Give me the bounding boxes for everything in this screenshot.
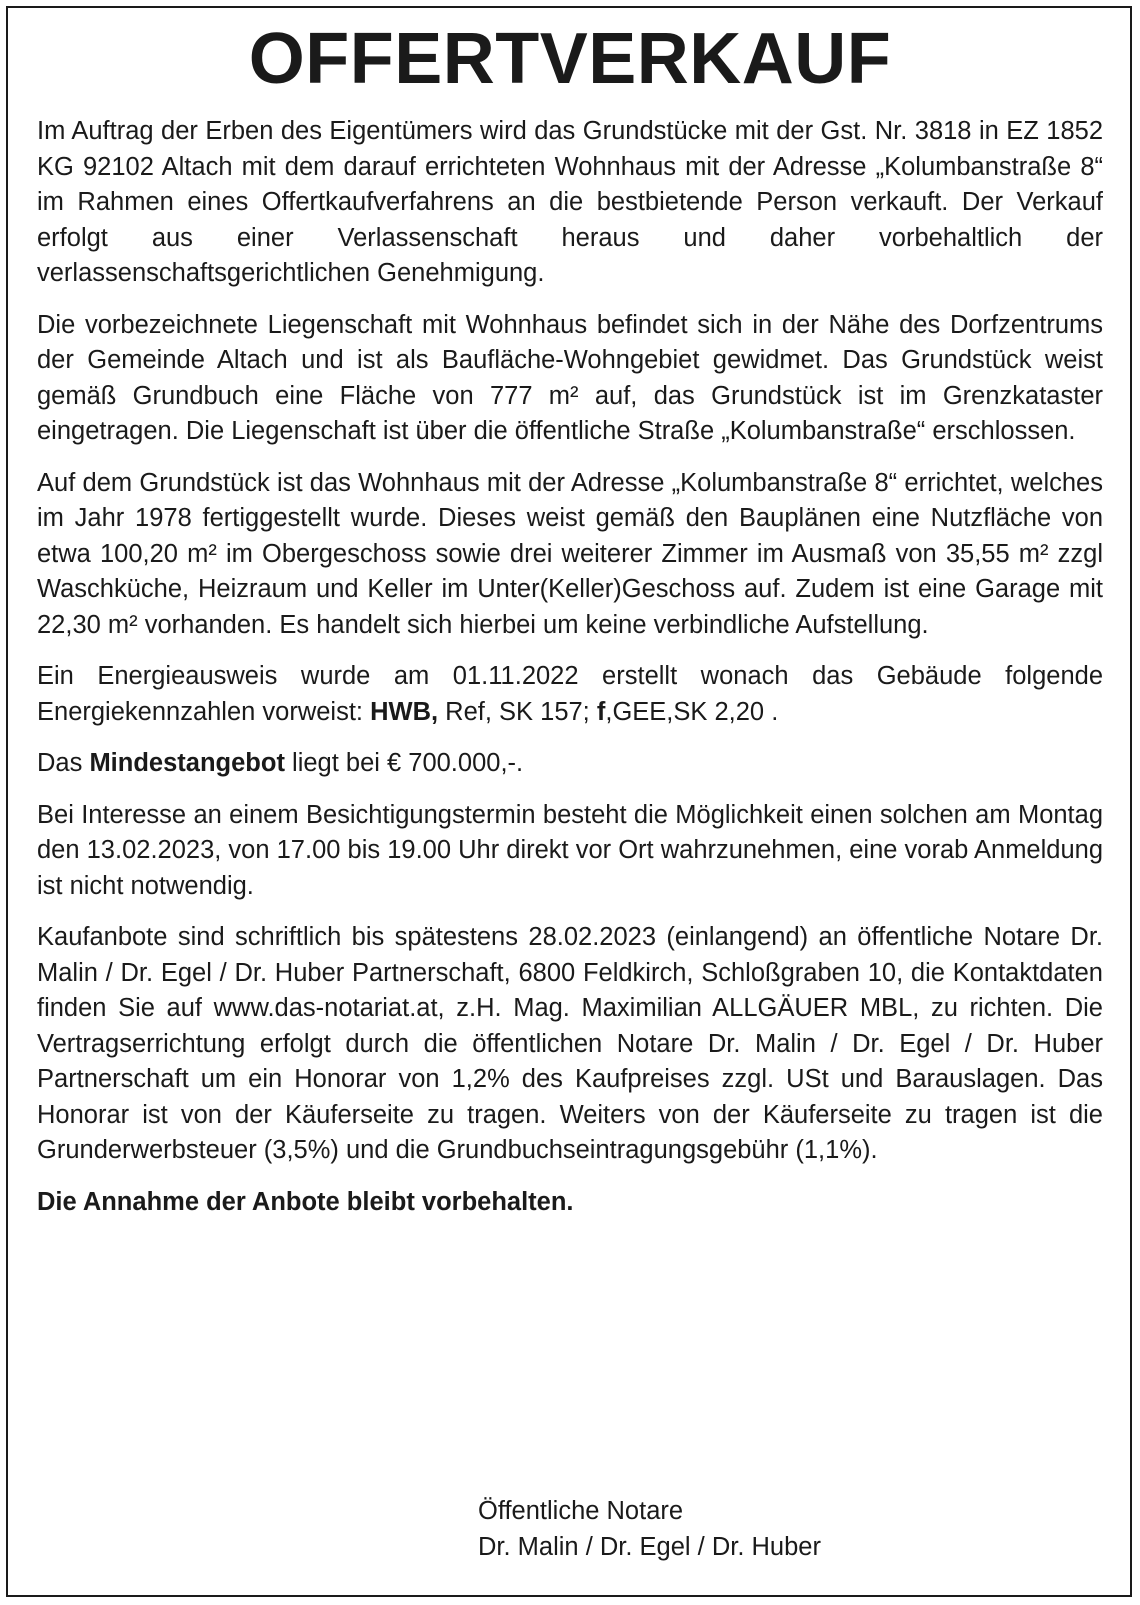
paragraph-energy-certificate (37, 659, 1103, 730)
signature-names: Dr. Malin / Dr. Egel / Dr. Huber (478, 1532, 821, 1561)
paragraph-sale-announcement: Im Auftrag der Erben des Eigentümers wird das Grundstücke mit der Gst. Nr. 3818 in EZ 1852 KG 92102 Altach mit dem darauf errichteten Wohnhaus mit der Adresse „Kolumbanstraße 8“ im Rahmen eines Offertkaufverfahrens an die bestbietende Person verkauft. Der Verkauf erfolgt aus einer Verlassenschaft heraus und daher vorbehaltlich der verlassenschaftsgerichtlichen Genehmigung. (37, 117, 1103, 287)
page-title: OFFERTVERKAUF (248, 19, 892, 99)
paragraph-bid-submission: Kaufanbote sind schriftlich bis spätestens 28.02.2023 (einlangend) an öffentliche Notare Dr. Malin / Dr. Egel / Dr. Huber Partnerschaft, 6800 Feldkirch, Schloßgraben 10, die Kontaktdaten finden Sie auf www.das-notariat.at, z.H. Mag. Maximilian ALLGÄUER MBL, zu richten. Die Vertragserrichtung erfolgt durch die öffentlichen Notare Dr. Malin / Dr. Egel / Dr. Huber Partnerschaft um ein Honorar von 1,2% des Kaufpreises zzgl. USt und Barauslagen. Das Honorar ist von der Käuferseite zu tragen. Weiters von der Käuferseite zu tragen ist die Grunderwerbsteuer (3,5%) und die Grundbuchseintragungsgebühr (1,1%). (37, 923, 1103, 1164)
minimum-bid-prefix: Das (37, 749, 90, 777)
paragraph-minimum-bid (37, 746, 1103, 782)
closing-statement: Die Annahme der Anbote bleibt vorbehalten. (37, 1187, 574, 1216)
hwb-label: HWB, (370, 697, 439, 726)
paragraph-house-details: Auf dem Grundstück ist das Wohnhaus mit der Adresse „Kolumbanstraße 8“ errichtet, welches im Jahr 1978 fertiggestellt wurde. Dieses weist gemäß den Bauplänen eine Nutzfläche von etwa 100,20 m² im Obergeschoss sowie drei weiterer Zimmer im Ausmaß von 35,55 m² zzgl Waschküche, Heizraum und Keller im Unter(Keller)Geschoss auf. Zudem ist eine Garage mit 22,30 m² vorhanden. Es handelt sich hierbei um keine verbindliche Aufstellung. (37, 468, 1103, 639)
paragraph-property-description: Die vorbezeichnete Liegenschaft mit Wohnhaus befindet sich in der Nähe des Dorfzentrums der Gemeinde Altach und ist als Baufläche-Wohngebiet gewidmet. Das Grundstück weist gemäß Grundbuch eine Fläche von 777 m² auf, das Grundstück ist im Grenzkataster eingetragen. Die Liegenschaft ist über die öffentliche Straße „Kolumbanstraße“ erschlossen. (37, 310, 1103, 445)
f-label: f (596, 697, 606, 726)
paragraph-viewing-appointment: Bei Interesse an einem Besichtigungstermin besteht die Möglichkeit einen solchen am Montag den 13.02.2023, von 17.00 bis 19.00 Uhr direkt vor Ort wahrzunehmen, eine vorab Anmeldung ist nicht notwendig. (37, 800, 1104, 900)
energy-intro-text: Ein Energieausweis wurde am 01.11.2022 erstellt wonach das Gebäude folgende Energiekennzahlen vorweist: (37, 662, 1103, 726)
signature-title: Öffentliche Notare (478, 1497, 684, 1525)
signature-block (478, 1494, 821, 1565)
f-value: ,GEE,SK 2,20 . (605, 697, 779, 726)
minimum-bid-label: Mindestangebot (89, 749, 285, 777)
hwb-value: Ref, SK 157; (438, 697, 597, 726)
minimum-bid-amount: liegt bei € 700.000,-. (284, 749, 524, 777)
ad-body (37, 114, 1103, 1236)
